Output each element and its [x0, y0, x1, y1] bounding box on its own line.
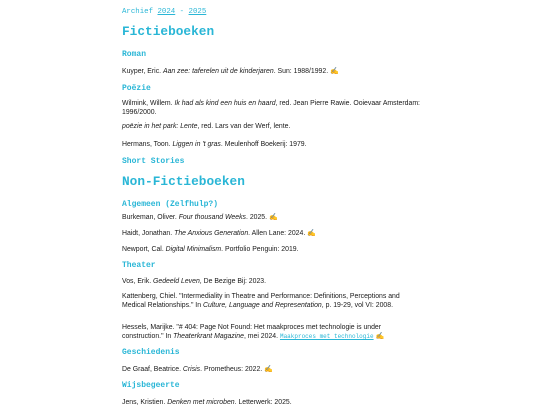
- heading-roman: Roman: [122, 50, 147, 59]
- entry-haidt: Haidt, Jonathan. The Anxious Generation. Allen Lane: 2024. ✍: [122, 230, 316, 237]
- archive-label: Archief: [122, 8, 154, 16]
- entry-wilmink: Wilmink, Willem. Ik had als kind een huis en haard, red. Jean Pierre Rawie. Ooievaar Amsterdam: 1996/2000.: [122, 100, 420, 116]
- pencil-note-icon[interactable]: ✍: [268, 214, 278, 221]
- pencil-note-icon[interactable]: ✍: [330, 68, 339, 75]
- entry-kuyper: Kuyper, Eric. Aan zee: taferelen uit de kinderjaren. Sun: 1988/1992. ✍: [122, 68, 339, 75]
- heading-algemeen: Algemeen (Zelfhulp?): [122, 200, 219, 209]
- entry-vos: Vos, Erik. Gedeeld Leven, De Bezige Bij: 2023.: [122, 278, 267, 285]
- pencil-note-icon[interactable]: ✍: [307, 230, 316, 237]
- heading-fictieboeken: Fictieboeken: [122, 24, 215, 39]
- entry-hessels: Hessels, Marijke. "# 404: Page Not Found: Het maakproces met technologie is under construction." In Theaterkrant Magazine, mei 2024. Maakproces met technologie ✍: [122, 324, 385, 340]
- heading-poezie: Poëzie: [122, 84, 151, 93]
- heading-theater: Theater: [122, 261, 156, 270]
- archive-link-2025[interactable]: 2025: [188, 8, 207, 16]
- entry-burkeman: Burkeman, Oliver. Four thousand Weeks. 2025. ✍: [122, 214, 278, 221]
- heading-non-fictieboeken: Non-Fictieboeken: [122, 174, 245, 189]
- heading-wijsbegeerte: Wijsbegeerte: [122, 381, 180, 390]
- pencil-note-icon[interactable]: ✍: [375, 332, 385, 340]
- heading-geschiedenis: Geschiedenis: [122, 348, 180, 357]
- pencil-note-icon[interactable]: ✍: [264, 366, 273, 373]
- entry-kattenberg: Kattenberg, Chiel. "Intermediality in Theatre and Performance: Definitions, Perceptions and Medical Relationships." In Culture, Language and Representation, p. 19-29, vol VI: 2008.: [122, 293, 400, 309]
- entry-degraaf: De Graaf, Beatrice. Crisis. Prometheus: 2022. ✍: [122, 366, 273, 373]
- entry-jens: Jens, Kristien. Denken met microben. Letterwerk: 2025.: [122, 399, 292, 405]
- archive-link-2024[interactable]: 2024: [157, 8, 176, 16]
- archive-nav: [122, 8, 422, 17]
- heading-short-stories: Short Stories: [122, 157, 185, 166]
- entry-hermans: Hermans, Toon. Liggen in 't gras. Meulenhoff Boekerij: 1979.: [122, 141, 307, 148]
- archive-separator: -: [179, 8, 185, 16]
- tag-link-maakproces[interactable]: Maakproces met technologie: [279, 332, 374, 340]
- entry-poezie-park: poëzie in het park: Lente, red. Lars van der Werf, lente.: [122, 123, 291, 130]
- entry-newport: Newport, Cal. Digital Minimalism. Portfolio Penguin: 2019.: [122, 246, 299, 253]
